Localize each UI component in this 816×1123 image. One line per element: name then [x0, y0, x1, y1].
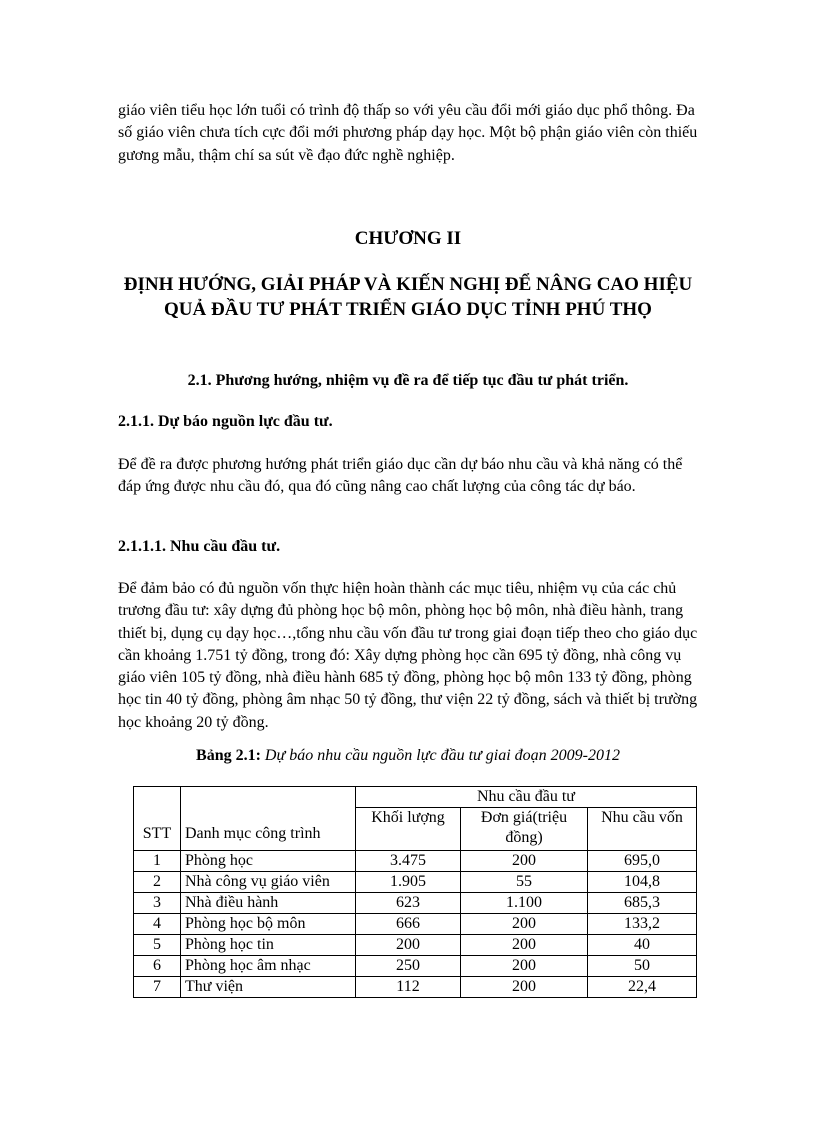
table-row — [134, 851, 697, 872]
section-heading-2-1-1-1: 2.1.1.1. Nhu cầu đầu tư. — [118, 538, 281, 555]
cell-stt: 7 — [134, 977, 181, 998]
cell-stt: 4 — [134, 914, 181, 935]
cell-capital: 22,4 — [588, 977, 697, 998]
investment-need-paragraph: Để đảm bảo có đủ nguồn vốn thực hiện hoàn thành các mục tiêu, nhiệm vụ của các chủ trương đầu tư: xây dựng đủ phòng học bộ môn, phòng học bộ môn, nhà điều hành, trang thiết bị, dụng cụ dạy học…,tổng nhu cầu vốn đầu tư trong giai đoạn tiếp theo cho giáo dục cần khoảng 1.751 tỷ đồng, trong đó: Xây dựng phòng học cần 695 tỷ đồng, nhà công vụ giáo viên 105 tỷ đồng, nhà điều hành 685 tỷ đồng, phòng học bộ môn 133 tỷ đồng, phòng học tin 40 tỷ đồng, phòng âm nhạc 50 tỷ đồng, thư viện 22 tỷ đồng, sách và thiết bị trường học khoảng 20 tỷ đồng. — [118, 580, 698, 731]
header-stt: STT — [134, 787, 181, 851]
cell-name: Thư viện — [181, 977, 356, 998]
cell-volume: 112 — [356, 977, 461, 998]
investment-forecast-table — [133, 786, 697, 998]
cell-unit-price: 200 — [461, 935, 588, 956]
table-row — [134, 893, 697, 914]
section-heading-2-1-1: 2.1.1. Dự báo nguồn lực đầu tư. — [118, 413, 333, 430]
cell-capital: 104,8 — [588, 872, 697, 893]
table-caption — [0, 747, 816, 765]
cell-volume: 250 — [356, 956, 461, 977]
table-caption-label: Bảng 2.1: — [196, 747, 261, 764]
cell-name: Phòng học âm nhạc — [181, 956, 356, 977]
cell-stt: 2 — [134, 872, 181, 893]
cell-unit-price: 200 — [461, 914, 588, 935]
header-unit-price: Đơn giá(triệu đồng) — [461, 808, 588, 851]
cell-capital: 133,2 — [588, 914, 697, 935]
cell-stt: 6 — [134, 956, 181, 977]
cell-stt: 5 — [134, 935, 181, 956]
header-investment-need: Nhu cầu đầu tư — [356, 787, 697, 808]
table-caption-title: Dự báo nhu cầu nguồn lực đầu tư giai đoạn 2009-2012 — [264, 747, 620, 764]
cell-unit-price: 200 — [461, 977, 588, 998]
cell-volume: 3.475 — [356, 851, 461, 872]
cell-capital: 40 — [588, 935, 697, 956]
cell-volume: 623 — [356, 893, 461, 914]
forecast-paragraph: Để đề ra được phương hướng phát triển giáo dục cần dự báo nhu cầu và khả năng có thể đáp ứng được nhu cầu đó, qua đó cũng nâng cao chất lượng của công tác dự báo. — [118, 456, 683, 496]
cell-unit-price: 1.100 — [461, 893, 588, 914]
cell-name: Nhà công vụ giáo viên — [181, 872, 356, 893]
cell-unit-price: 200 — [461, 851, 588, 872]
cell-unit-price: 55 — [461, 872, 588, 893]
table-row — [134, 956, 697, 977]
table-row — [134, 977, 697, 998]
cell-volume: 200 — [356, 935, 461, 956]
cell-name: Nhà điều hành — [181, 893, 356, 914]
header-capital: Nhu cầu vốn — [588, 808, 697, 851]
table-row — [134, 935, 697, 956]
cell-unit-price: 200 — [461, 956, 588, 977]
cell-stt: 1 — [134, 851, 181, 872]
cell-volume: 666 — [356, 914, 461, 935]
chapter-title: CHƯƠNG II — [354, 228, 462, 249]
header-name: Danh mục công trình — [181, 787, 356, 851]
section-heading-2-1: 2.1. Phương hướng, nhiệm vụ đề ra để tiếp tục đầu tư phát triển. — [187, 372, 629, 389]
cell-capital: 50 — [588, 956, 697, 977]
table-row — [134, 872, 697, 893]
cell-volume: 1.905 — [356, 872, 461, 893]
chapter-heading: ĐỊNH HƯỚNG, GIẢI PHÁP VÀ KIẾN NGHỊ ĐỂ NÂNG CAO HIỆU QUẢ ĐẦU TƯ PHÁT TRIỂN GIÁO DỤC TỈNH PHÚ THỌ — [123, 274, 693, 320]
cell-name: Phòng học tin — [181, 935, 356, 956]
header-volume: Khối lượng — [356, 808, 461, 851]
cell-capital: 685,3 — [588, 893, 697, 914]
cell-name: Phòng học — [181, 851, 356, 872]
cell-stt: 3 — [134, 893, 181, 914]
intro-paragraph: giáo viên tiểu học lớn tuổi có trình độ thấp so với yêu cầu đổi mới giáo dục phổ thông. Đa số giáo viên chưa tích cực đổi mới phương pháp dạy học. Một bộ phận giáo viên còn thiếu gương mẫu, thậm chí sa sút về đạo đức nghề nghiệp. — [118, 102, 698, 164]
cell-name: Phòng học bộ môn — [181, 914, 356, 935]
table-row — [134, 914, 697, 935]
cell-capital: 695,0 — [588, 851, 697, 872]
